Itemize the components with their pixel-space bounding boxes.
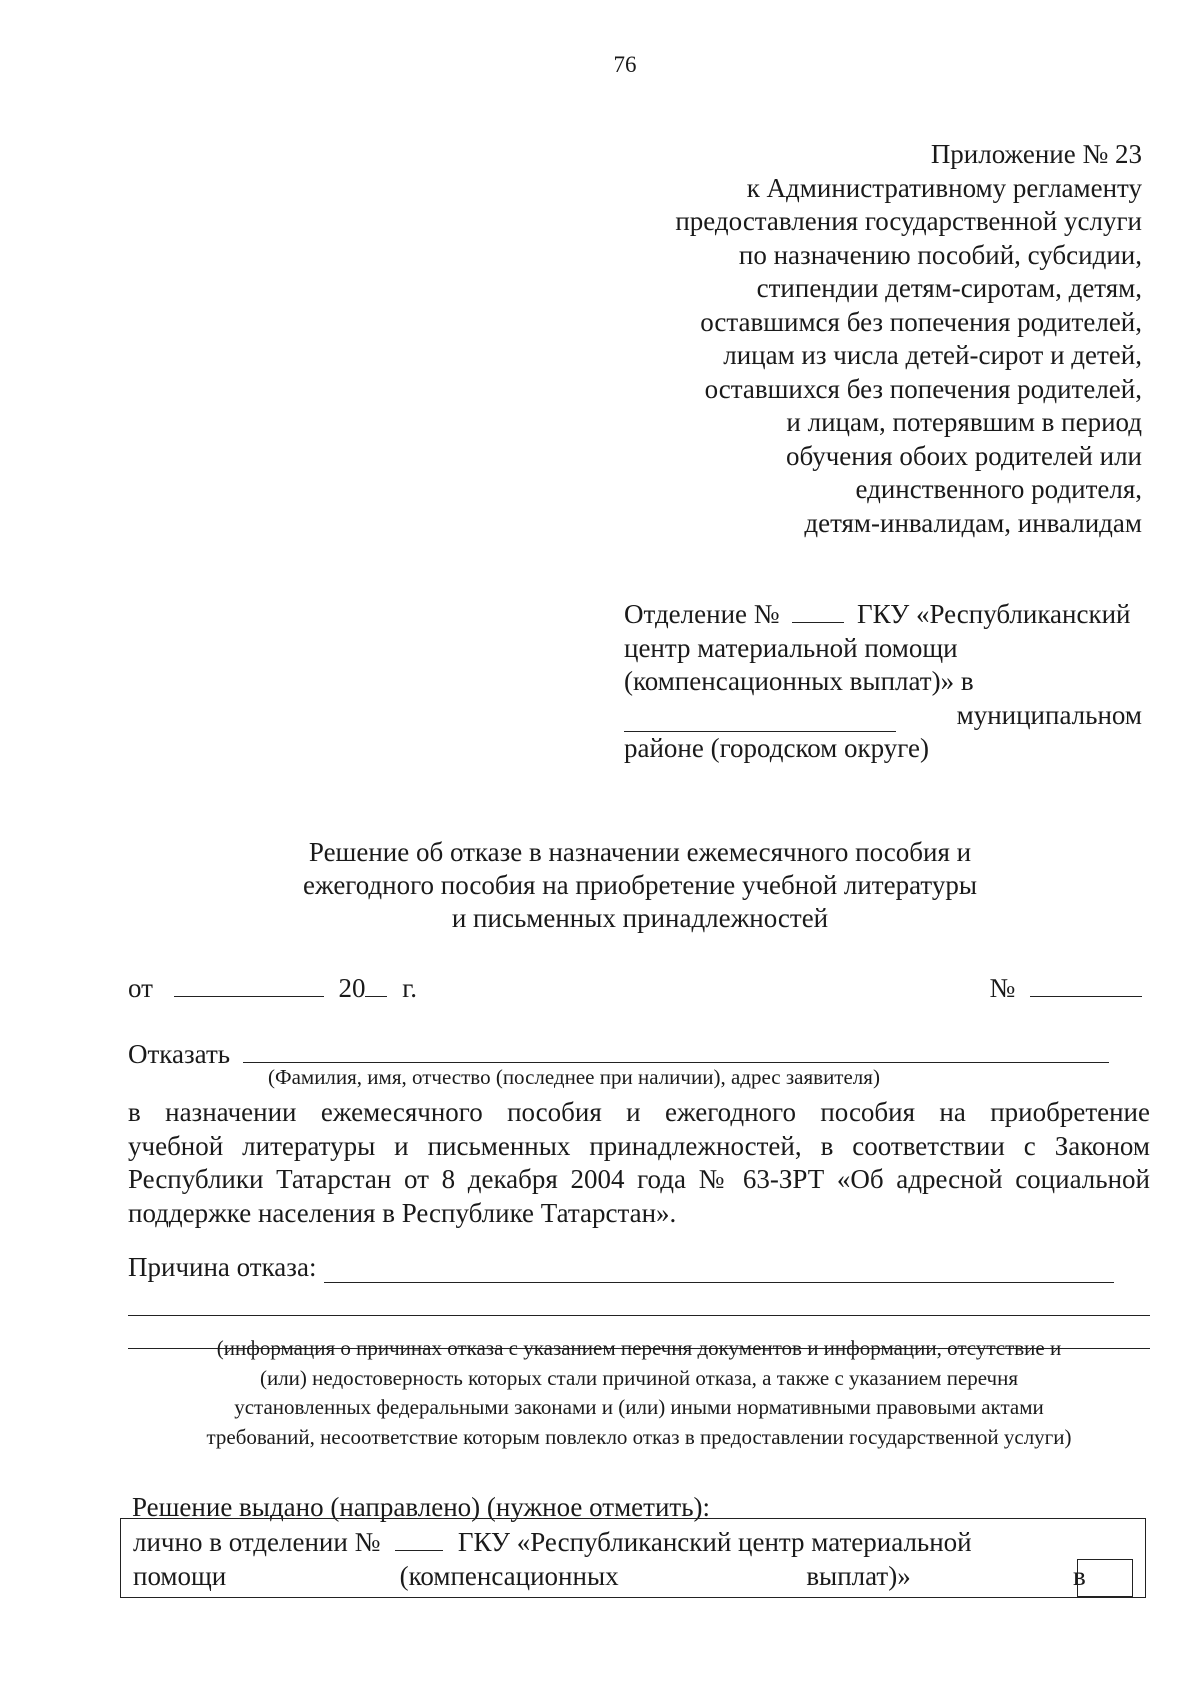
date-number-row <box>128 972 1142 1004</box>
page-number: 76 <box>613 52 637 77</box>
paragraph-line: учебной литературы и письменных принадлежностей, в соответствии с Законом <box>128 1130 1150 1161</box>
department-number-label: Отделение № <box>624 599 780 629</box>
department-line-4 <box>624 699 1142 733</box>
title-line: ежегодного пособия на приобретение учебной литературы <box>303 870 977 900</box>
appendix-line: единственного родителя, <box>855 474 1142 504</box>
issued-label: Решение выдано (направлено) (нужное отметить): <box>132 1492 711 1522</box>
date-field <box>128 972 417 1004</box>
applicant-blank[interactable] <box>243 1038 1109 1063</box>
appendix-line: обучения обоих родителей или <box>786 440 1142 471</box>
date-year-suffix: г. <box>402 973 417 1003</box>
paragraph-line: Республики Татарстан от 8 декабря 2004 года № 63-ЗРТ «Об адресной социальной <box>128 1164 1150 1194</box>
reason-hint-line: установленных федеральными законами и (или) иными нормативными правовыми актами <box>234 1395 1044 1419</box>
applicant-hint: (Фамилия, имя, отчество (последнее при наличии), адрес заявителя) <box>268 1065 880 1089</box>
department-line-5: районе (городском округе) <box>624 733 929 763</box>
title-line: Решение об отказе в назначении ежемесячного пособия и <box>308 837 972 867</box>
department-number-blank[interactable] <box>792 598 844 623</box>
appendix-line: стипендии детям-сиротам, детям, <box>756 273 1142 303</box>
document-title <box>230 836 1050 935</box>
reason-hint-line: (информация о причинах отказа с указанием перечня документов и информации, отсутствие и <box>216 1336 1062 1360</box>
reason-blank-1[interactable] <box>324 1258 1114 1283</box>
issue-option-1-word-4: в <box>1072 1561 1086 1591</box>
appendix-header <box>675 138 1142 540</box>
paragraph-line: поддержке населения в Республике Татарстан». <box>128 1197 677 1228</box>
refuse-label: Отказать <box>128 1039 231 1069</box>
issue-options-table <box>120 1518 1146 1598</box>
reason-hint <box>128 1334 1150 1452</box>
department-block <box>624 598 1142 766</box>
number-sign: № <box>989 973 1016 1003</box>
date-year-blank[interactable] <box>365 972 387 997</box>
appendix-line: к Административному регламенту <box>746 172 1142 203</box>
issue-option-1-word-2: (компенсационных <box>399 1561 619 1591</box>
department-line-1 <box>624 598 1142 632</box>
issue-department-number-blank[interactable] <box>395 1526 443 1551</box>
reason-blank-2[interactable] <box>128 1315 1150 1316</box>
issue-option-1-word-1: помощи <box>133 1561 227 1591</box>
department-org-name: ГКУ «Республиканский <box>857 599 1131 629</box>
appendix-line: и лицам, потерявшим в период <box>786 407 1142 437</box>
municipality-label: муниципальном <box>956 699 1142 730</box>
department-line-2: центр материальной помощи <box>624 632 958 663</box>
appendix-line: оставшимся без попечения родителей, <box>700 306 1142 337</box>
date-from-label: от <box>128 973 153 1003</box>
appendix-line: детям-инвалидам, инвалидам <box>804 507 1142 538</box>
issue-option-1-checkbox[interactable] <box>1077 1559 1133 1597</box>
appendix-line: лицам из числа детей-сирот и детей, <box>723 340 1142 370</box>
date-day-month-blank[interactable] <box>174 972 324 997</box>
issue-option-1-word-3: выплат)» <box>806 1561 911 1591</box>
decision-paragraph <box>128 1096 1150 1230</box>
appendix-line: Приложение № 23 <box>930 139 1142 169</box>
reason-label: Причина отказа: <box>128 1252 317 1282</box>
paragraph-line: в назначении ежемесячного пособия и ежегодного пособия на приобретение <box>128 1097 1150 1127</box>
issue-option-1-line-1 <box>133 1526 972 1558</box>
municipality-blank[interactable] <box>624 707 896 732</box>
decision-number-field <box>989 972 1142 1004</box>
appendix-line: предоставления государственной услуги <box>675 206 1142 236</box>
reason-first-line <box>128 1252 1150 1283</box>
issue-option-1-line-2 <box>133 1561 1133 1592</box>
appendix-line: оставшихся без попечения родителей, <box>704 373 1142 404</box>
issue-option-1-suffix: ГКУ «Республиканский центр материальной <box>457 1527 972 1557</box>
title-line: и письменных принадлежностей <box>451 903 829 933</box>
reason-hint-line: (или) недостоверность которых стали причиной отказа, а также с указанием перечня <box>259 1365 1019 1390</box>
issue-option-1-prefix: лично в отделении № <box>133 1527 381 1557</box>
reason-hint-line: требований, несоответствие которым повлекло отказ в предоставлении государственной услуги) <box>206 1424 1072 1449</box>
appendix-line: по назначению пособий, субсидии, <box>738 239 1142 270</box>
date-year-prefix: 20 <box>338 973 366 1003</box>
decision-number-blank[interactable] <box>1030 972 1142 997</box>
department-line-3: (компенсационных выплат)» в <box>624 666 974 696</box>
